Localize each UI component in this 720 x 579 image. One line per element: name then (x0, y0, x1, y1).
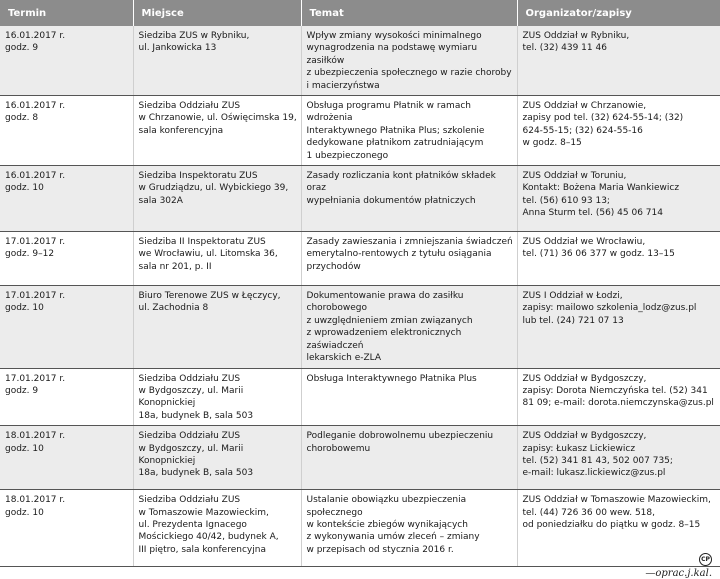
author-credit: —oprac.j.kal. (645, 568, 712, 579)
cell-organizator: ZUS Oddział w Tomaszowie Mazowieckim, tel. (44) 726 36 00 wew. 518, od poniedziałku do piątku w godz. 8–15 (517, 490, 720, 567)
cell-organizator: ZUS I Oddział w Łodzi, zapisy: mailowo szkolenia_lodz@zus.pl lub tel. (24) 721 07 13 (517, 286, 720, 368)
cell-termin: 16.01.2017 r. godz. 9 (0, 26, 133, 96)
cell-miejsce: Siedziba ZUS w Rybniku, ul. Jankowicka 13 (133, 26, 301, 96)
cell-miejsce: Siedziba Oddziału ZUS w Bydgoszczy, ul. Marii Konopnickiej 18a, budynek B, sala 503 (133, 426, 301, 490)
header-temat: Temat (301, 0, 517, 26)
cell-termin: 17.01.2017 r. godz. 9 (0, 368, 133, 426)
table-row (0, 286, 720, 368)
header-miejsce: Miejsce (133, 0, 301, 26)
cell-miejsce: Siedziba Oddziału ZUS w Bydgoszczy, ul. Marii Konopnickiej 18a, budynek B, sala 503 (133, 368, 301, 426)
cell-termin: 17.01.2017 r. godz. 10 (0, 286, 133, 368)
table-row (0, 166, 720, 232)
cell-miejsce: Biuro Terenowe ZUS w Łęczycy, ul. Zachodnia 8 (133, 286, 301, 368)
table-row (0, 426, 720, 490)
cell-temat: Ustalanie obowiązku ubezpieczenia społecznego w kontekście zbiegów wynikających z wykonywania umów zleceń – zmiany w przepisach od stycznia 2016 r. (301, 490, 517, 567)
cell-termin: 18.01.2017 r. godz. 10 (0, 490, 133, 567)
table-row (0, 96, 720, 166)
cell-temat: Dokumentowanie prawa do zasiłku chorobowego z uwzględnieniem zmian związanych z wprowadzeniem elektronicznych zaświadczeń lekarskich e-ZLA (301, 286, 517, 368)
cell-miejsce: Siedziba Oddziału ZUS w Chrzanowie, ul. Oświęcimska 19, sala konferencyjna (133, 96, 301, 166)
cell-miejsce: Siedziba Inspektoratu ZUS w Grudziądzu, ul. Wybickiego 39, sala 302A (133, 166, 301, 232)
copyright-icon: CP (699, 553, 712, 566)
footer (645, 546, 712, 579)
cell-organizator: ZUS Oddział w Chrzanowie, zapisy pod tel. (32) 624-55-14; (32) 624-55-15; (32) 624-55-16 w godz. 8–15 (517, 96, 720, 166)
cell-temat: Obsługa Interaktywnego Płatnika Plus (301, 368, 517, 426)
cell-organizator: ZUS Oddział w Bydgoszczy, zapisy: Dorota Niemczyńska tel. (52) 341 81 09; e-mail: dorota.niemczynska@zus.pl (517, 368, 720, 426)
header-termin: Termin (0, 0, 133, 26)
cell-temat: Wpływ zmiany wysokości minimalnego wynagrodzenia na podstawę wymiaru zasiłków z ubezpieczenia społecznego w razie choroby i macierzyństwa (301, 26, 517, 96)
table-row (0, 368, 720, 426)
cell-temat: Podleganie dobrowolnemu ubezpieczeniu chorobowemu (301, 426, 517, 490)
cell-temat: Zasady zawieszania i zmniejszania świadczeń emerytalno-rentowych z tytułu osiągania przychodów (301, 232, 517, 286)
header-organizator: Organizator/zapisy (517, 0, 720, 26)
cell-termin: 18.01.2017 r. godz. 10 (0, 426, 133, 490)
cell-organizator: ZUS Oddział w Rybniku, tel. (32) 439 11 46 (517, 26, 720, 96)
cell-miejsce: Siedziba II Inspektoratu ZUS we Wrocławiu, ul. Litomska 36, sala nr 201, p. II (133, 232, 301, 286)
cell-termin: 17.01.2017 r. godz. 9–12 (0, 232, 133, 286)
cell-miejsce: Siedziba Oddziału ZUS w Tomaszowie Mazowieckim, ul. Prezydenta Ignacego Mościckiego 40/42, budynek A, III piętro, sala konferencyjna (133, 490, 301, 567)
cell-temat: Obsługa programu Płatnik w ramach wdrożenia Interaktywnego Płatnika Plus; szkolenie dedykowane płatnikom zatrudniającym 1 ubezpieczonego (301, 96, 517, 166)
table-row (0, 490, 720, 567)
cell-termin: 16.01.2017 r. godz. 8 (0, 96, 133, 166)
cell-temat: Zasady rozliczania kont płatników składek oraz wypełniania dokumentów płatniczych (301, 166, 517, 232)
table-header-row (0, 0, 720, 26)
table-row (0, 232, 720, 286)
cell-organizator: ZUS Oddział we Wrocławiu, tel. (71) 36 06 377 w godz. 13–15 (517, 232, 720, 286)
cell-organizator: ZUS Oddział w Toruniu, Kontakt: Bożena Maria Wankiewicz tel. (56) 610 93 13; Anna Sturm tel. (56) 45 06 714 (517, 166, 720, 232)
table-row (0, 26, 720, 96)
cell-organizator: ZUS Oddział w Bydgoszczy, zapisy: Łukasz Lickiewicz tel. (52) 341 81 43, 502 007 735; e-mail: lukasz.lickiewicz@zus.pl (517, 426, 720, 490)
cell-termin: 16.01.2017 r. godz. 10 (0, 166, 133, 232)
